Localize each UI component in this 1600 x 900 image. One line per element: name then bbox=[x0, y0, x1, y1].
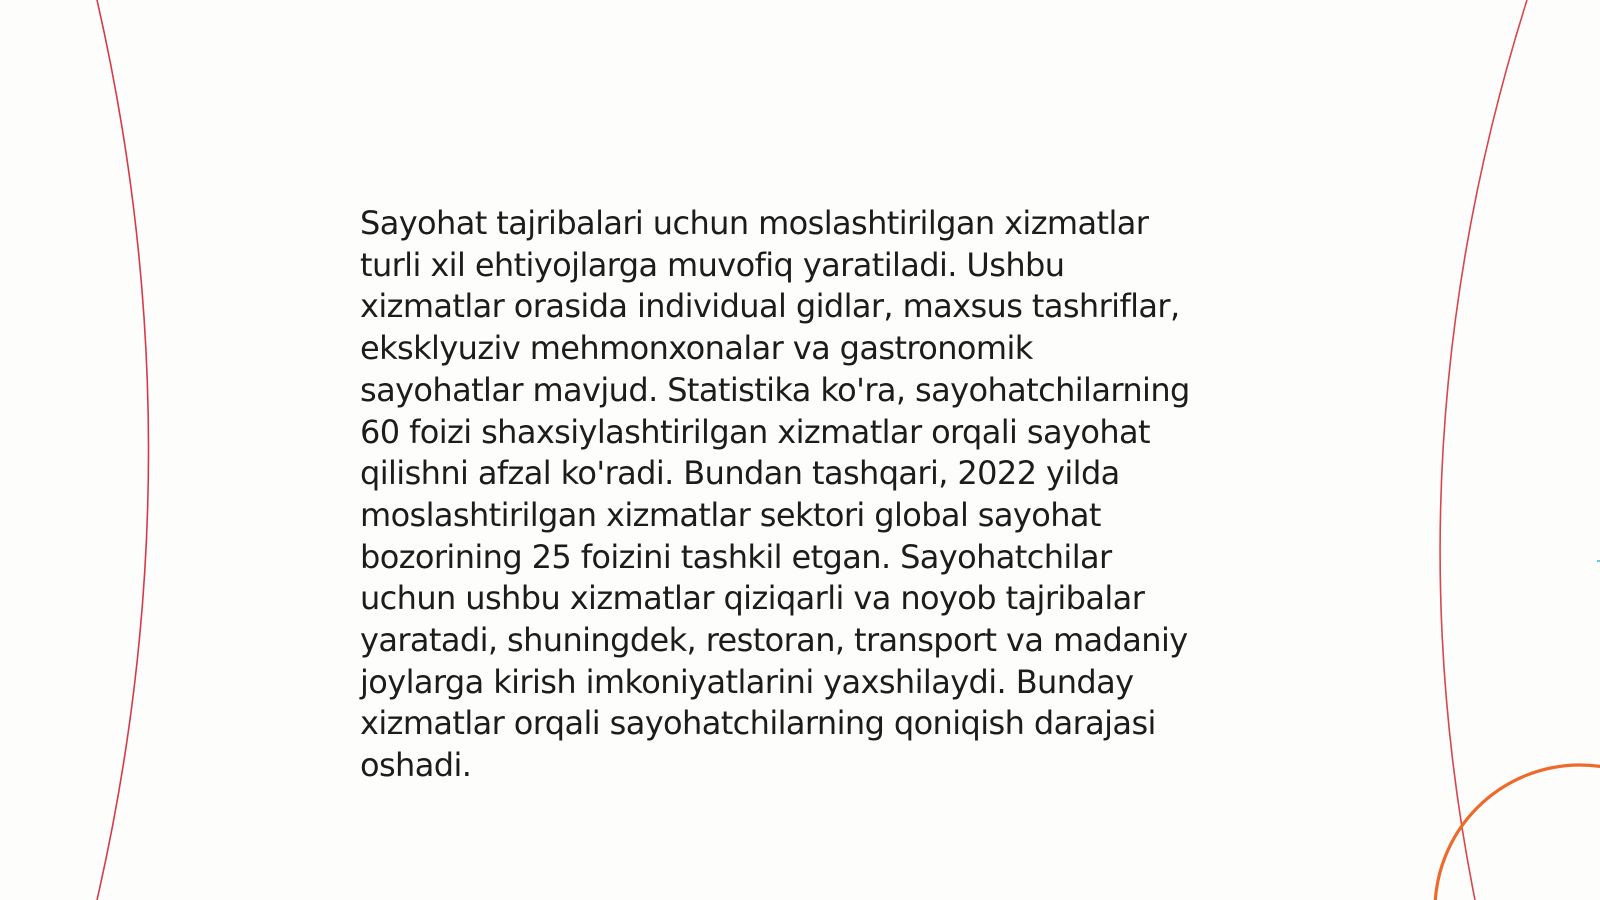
right-arc bbox=[1440, 0, 1527, 900]
paragraph-line: bozorining 25 foizini tashkil etgan. Sayohatchilar bbox=[360, 537, 1112, 576]
paragraph-line: yaratadi, shuningdek, restoran, transport va madaniy bbox=[360, 621, 1188, 660]
left-arc bbox=[97, 0, 149, 900]
paragraph-line: moslashtirilgan xizmatlar sektori global sayohat bbox=[360, 495, 1101, 534]
paragraph-line: xizmatlar orasida individual gidlar, maxsus tashriflar, bbox=[360, 287, 1180, 326]
paragraph-line: joylarga kirish imkoniyatlarini yaxshilaydi. Bunday bbox=[360, 662, 1134, 701]
paragraph-line: uchun ushbu xizmatlar qiziqarli va noyob tajribalar bbox=[360, 579, 1145, 618]
paragraph-line: 60 foizi shaxsiylashtirilgan xizmatlar orqali sayohat bbox=[360, 412, 1150, 451]
paragraph-line: eksklyuziv mehmonxonalar va gastronomik bbox=[360, 329, 1033, 368]
paragraph-line: oshadi. bbox=[360, 746, 472, 785]
paragraph-line: turli xil ehtiyojlarga muvofiq yaratiladi. Ushbu bbox=[360, 245, 1065, 284]
corner-circle bbox=[1435, 765, 1600, 900]
paragraph-line: Sayohat tajribalari uchun moslashtirilgan xizmatlar bbox=[360, 204, 1149, 242]
paragraph-line: qilishni afzal ko'radi. Bundan tashqari, 2022 yilda bbox=[360, 454, 1120, 493]
body-paragraph bbox=[360, 203, 1240, 787]
paragraph-line: sayohatlar mavjud. Statistika ko'ra, sayohatchilarning bbox=[360, 370, 1190, 409]
paragraph-line: xizmatlar orqali sayohatchilarning qoniqish darajasi bbox=[360, 704, 1156, 743]
